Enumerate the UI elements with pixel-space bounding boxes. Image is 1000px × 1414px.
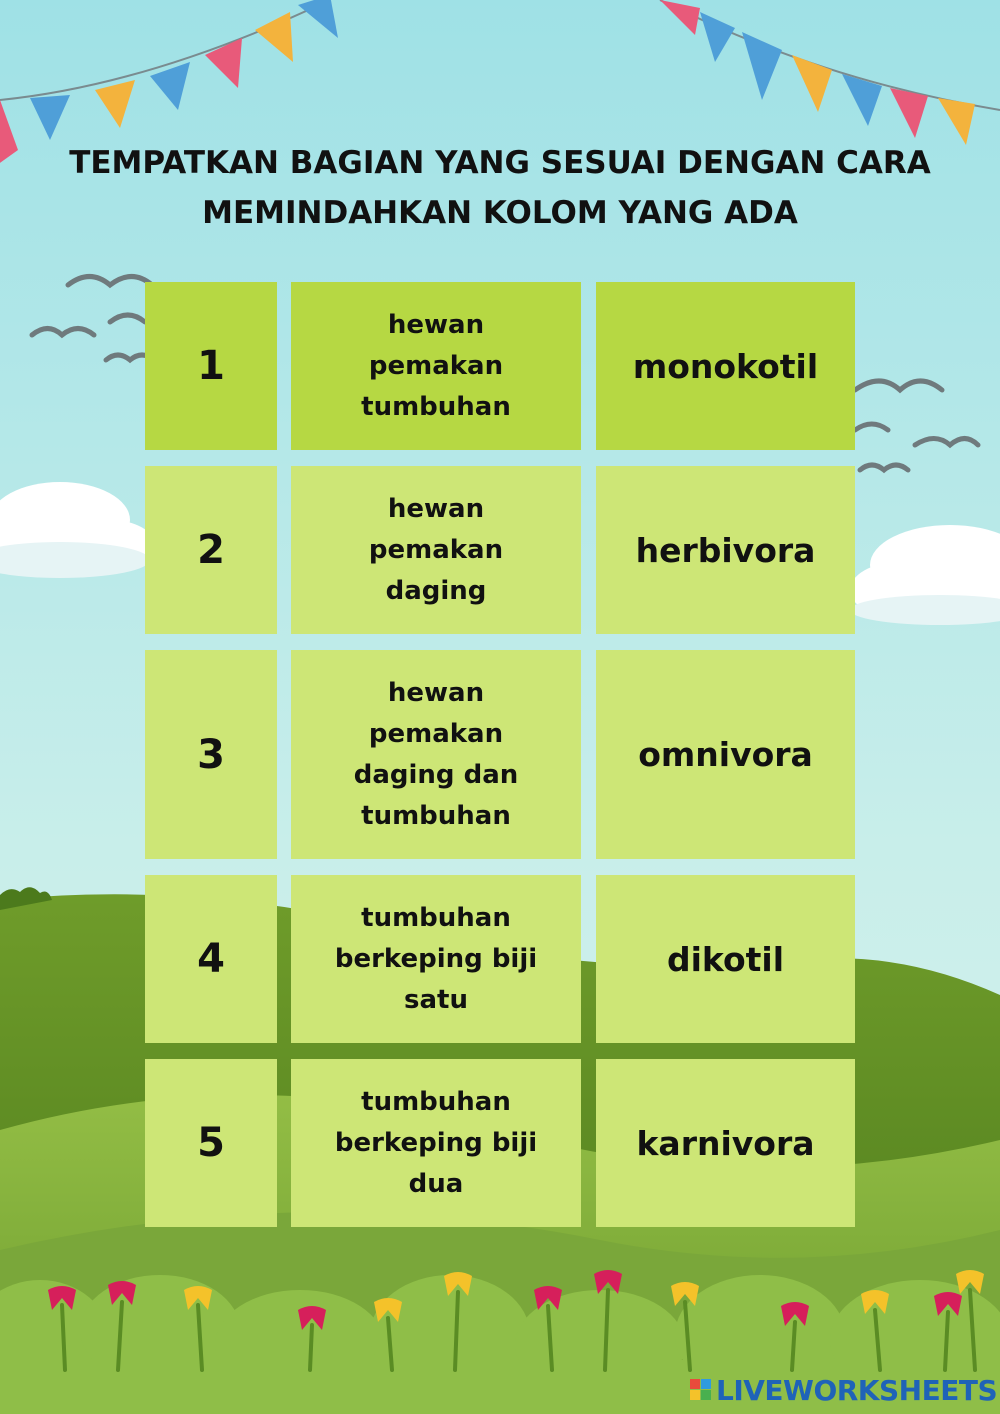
description-line: daging <box>385 575 487 606</box>
description-line: tumbuhan <box>361 902 511 933</box>
term-label: karnivora <box>636 1123 815 1163</box>
row-1-term-tile[interactable] <box>596 282 855 450</box>
description-line: pemakan <box>368 718 504 749</box>
row-5-number <box>145 1059 277 1227</box>
description-line: berkeping biji <box>334 1127 538 1158</box>
watermark-text: LIVEWORKSHEETS <box>716 1373 998 1407</box>
description-line: hewan <box>387 309 485 340</box>
description-line: tumbuhan <box>361 391 511 422</box>
description-line: tumbuhan <box>361 1086 511 1117</box>
term-label: omnivora <box>638 735 813 774</box>
description-line: tumbuhan <box>361 800 511 831</box>
description-line: berkeping biji <box>334 943 538 974</box>
liveworksheets-logo-icon <box>690 1375 712 1405</box>
term-label: herbivora <box>635 530 816 570</box>
description-line: dua <box>408 1168 464 1199</box>
term-label: monokotil <box>632 346 819 386</box>
term-label: dikotil <box>666 939 785 979</box>
row-number-label: 4 <box>197 936 225 982</box>
description-line: hewan <box>387 493 485 524</box>
row-3-number <box>145 650 277 859</box>
description-line: hewan <box>387 677 485 708</box>
row-2-term-tile[interactable] <box>596 466 855 634</box>
row-number-label: 2 <box>197 527 225 573</box>
description-line: satu <box>404 984 468 1015</box>
row-4-number <box>145 875 277 1043</box>
row-number-label: 1 <box>197 343 225 389</box>
description-line: pemakan <box>368 534 504 565</box>
row-number-label: 5 <box>197 1120 225 1166</box>
row-3-description <box>291 650 581 859</box>
row-5-description <box>291 1059 581 1227</box>
row-1-description <box>291 282 581 450</box>
row-2-description <box>291 466 581 634</box>
row-4-description <box>291 875 581 1043</box>
liveworksheets-watermark[interactable] <box>690 1372 997 1408</box>
title-line-2: MEMINDAHKAN KOLOM YANG ADA <box>202 195 798 231</box>
instruction-title <box>0 138 1000 238</box>
description-line: pemakan <box>368 350 504 381</box>
row-1-number <box>145 282 277 450</box>
row-number-label: 3 <box>197 731 225 778</box>
row-5-term-tile[interactable] <box>596 1059 855 1227</box>
row-3-term-tile[interactable] <box>596 650 855 859</box>
row-2-number <box>145 466 277 634</box>
row-4-term-tile[interactable] <box>596 875 855 1043</box>
title-line-1: TEMPATKAN BAGIAN YANG SESUAI DENGAN CARA <box>69 145 931 181</box>
description-line: daging dan <box>353 759 519 790</box>
